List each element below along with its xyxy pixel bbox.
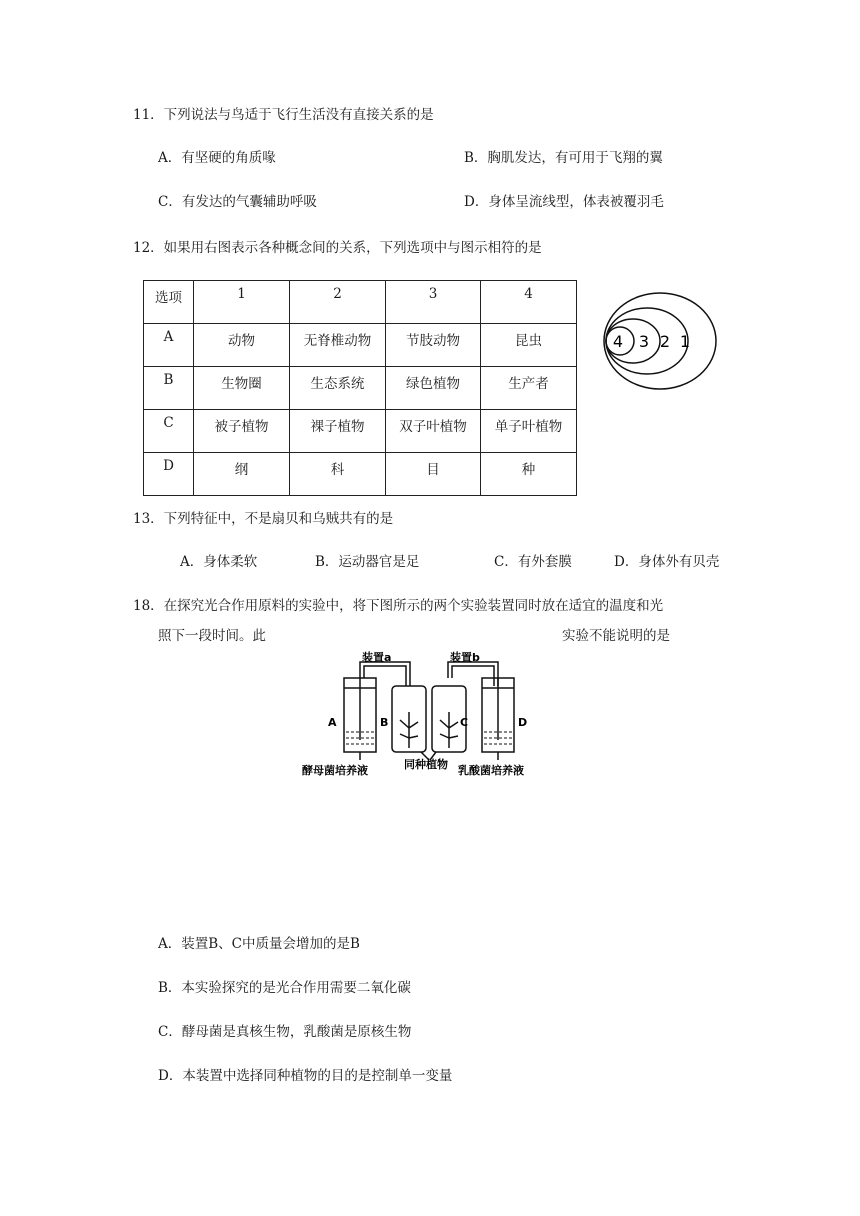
q13-option-a: A．身体柔软 <box>180 554 258 570</box>
letter-b: B <box>380 716 389 729</box>
q18-stem-line2a: 照下一段时间。此 <box>158 628 266 644</box>
lactic-culture-label: 乳酸菌培养液 <box>458 764 524 777</box>
table-cell: 节肢动物 <box>386 324 481 367</box>
experiment-apparatus-figure <box>302 648 550 780</box>
q11-option-d: D．身体呈流线型，体表被覆羽毛 <box>464 194 664 210</box>
table-row <box>144 324 577 367</box>
table-cell: 绿色植物 <box>386 367 481 410</box>
table-row <box>144 367 577 410</box>
q11-option-b: B．胸肌发达，有可用于飞翔的翼 <box>464 150 663 166</box>
table-header-cell: 2 <box>290 281 386 324</box>
device-b-label: 装置b <box>450 651 480 664</box>
table-cell: 生态系统 <box>290 367 386 410</box>
q18-option-a: A．装置B、C中质量会增加的是B <box>158 936 360 952</box>
concept-relation-diagram <box>598 288 724 394</box>
q12-stem: 12．如果用右图表示各种概念间的关系，下列选项中与图示相符的是 <box>133 240 542 256</box>
table-cell: 生产者 <box>481 367 577 410</box>
table-row <box>144 410 577 453</box>
q12-options-table <box>143 280 577 496</box>
q13-stem: 13．下列特征中，不是扇贝和乌贼共有的是 <box>133 511 394 527</box>
q11-option-a: A．有坚硬的角质喙 <box>158 150 276 166</box>
table-cell: A <box>144 324 194 367</box>
table-header-cell: 3 <box>386 281 481 324</box>
table-cell: 动物 <box>194 324 290 367</box>
table-cell: 昆虫 <box>481 324 577 367</box>
table-header-cell: 1 <box>194 281 290 324</box>
q11-stem: 11．下列说法与鸟适于飞行生活没有直接关系的是 <box>133 107 434 123</box>
q13-option-b: B．运动器官是足 <box>315 554 420 570</box>
table-cell: 目 <box>386 453 481 496</box>
letter-d: D <box>518 716 528 729</box>
same-plant-label: 同种植物 <box>404 758 448 771</box>
yeast-culture-label: 酵母菌培养液 <box>302 764 368 777</box>
letter-a: A <box>328 716 337 729</box>
device-a-label: 装置a <box>362 651 392 664</box>
q18-option-b: B．本实验探究的是光合作用需要二氧化碳 <box>158 980 411 996</box>
label-4: 4 <box>612 332 624 351</box>
table-cell: 双子叶植物 <box>386 410 481 453</box>
table-cell: 纲 <box>194 453 290 496</box>
table-cell: 无脊椎动物 <box>290 324 386 367</box>
table-header-row <box>144 281 577 324</box>
label-1: 1 <box>679 332 691 351</box>
table-cell: C <box>144 410 194 453</box>
q18-option-d: D．本装置中选择同种植物的目的是控制单一变量 <box>158 1068 453 1084</box>
table-cell: 种 <box>481 453 577 496</box>
table-row <box>144 453 577 496</box>
q18-stem-line1: 18．在探究光合作用原料的实验中，将下图所示的两个实验装置同时放在适宜的温度和光 <box>133 598 664 614</box>
letter-c: C <box>460 716 469 729</box>
table-cell: 科 <box>290 453 386 496</box>
q13-option-c: C．有外套膜 <box>494 554 572 570</box>
table-header-cell: 4 <box>481 281 577 324</box>
q18-option-c: C．酵母菌是真核生物，乳酸菌是原核生物 <box>158 1024 412 1040</box>
q13-option-d: D．身体外有贝壳 <box>614 554 720 570</box>
table-cell: 单子叶植物 <box>481 410 577 453</box>
table-cell: 裸子植物 <box>290 410 386 453</box>
q18-stem-line2b: 实验不能说明的是 <box>562 628 670 644</box>
table-cell: D <box>144 453 194 496</box>
table-header-cell: 选项 <box>144 281 194 324</box>
table-cell: 生物圈 <box>194 367 290 410</box>
table-cell: 被子植物 <box>194 410 290 453</box>
q11-option-c: C．有发达的气囊辅助呼吸 <box>158 194 317 210</box>
label-3: 3 <box>638 332 650 351</box>
label-2: 2 <box>659 332 671 351</box>
table-cell: B <box>144 367 194 410</box>
